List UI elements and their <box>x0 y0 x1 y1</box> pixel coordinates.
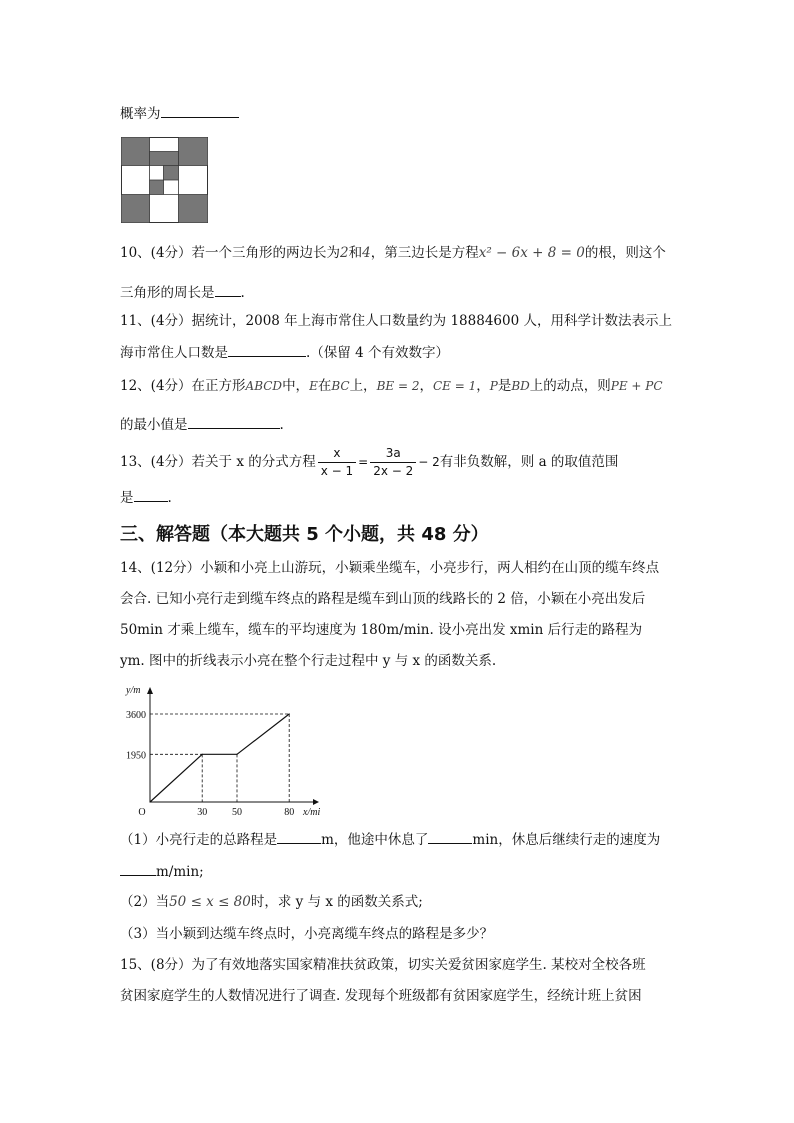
q14-sub2-inequality: 50 ≤ x ≤ 80 <box>169 894 251 910</box>
q13-frac1-den: x − 1 <box>318 462 356 480</box>
q11-text-b: .（保留 4 个有效数字） <box>306 345 449 361</box>
data-point <box>202 754 203 755</box>
q13-minus-2: − 2 <box>418 455 440 469</box>
q11-text-a: 海市常住人口数是 <box>120 345 228 361</box>
q13-line2: 是 . <box>120 487 172 508</box>
x-axis-label: x/mi <box>303 807 321 818</box>
q12-line1 <box>120 376 663 396</box>
q12-text-line2: 的最小值是 <box>120 417 188 433</box>
q13-frac2-num: 3a <box>385 446 401 460</box>
x-tick-label: 30 <box>197 807 208 818</box>
x-axis-arrow <box>313 799 319 805</box>
y-axis-label: y/m <box>126 685 141 696</box>
q14-sub1-blank-total[interactable] <box>277 829 321 844</box>
q14-text-line1: 14、(12分）小颖和小亮上山游玩，小颖乘坐缆车，小亮步行，两人相约在山顶的缆车终点 <box>120 560 660 576</box>
q14-line2 <box>120 589 645 609</box>
q14-sub1-line2 <box>120 861 204 882</box>
q14-sub3 <box>120 924 493 944</box>
x-tick-label: 80 <box>284 807 295 818</box>
q14-sub3-text: （3）当小颖到达缆车终点时，小亮离缆车终点的路程是多少？ <box>120 926 494 942</box>
grid-cell <box>179 138 208 166</box>
q14-text-line4: ym. 图中的折线表示小亮在整个行走过程中 y 与 x 的函数关系. <box>120 653 497 669</box>
q15-line2 <box>120 986 642 1006</box>
data-point <box>149 801 150 802</box>
q14-line-chart <box>118 680 338 820</box>
q11-line1 <box>120 311 672 331</box>
q12-line2: 的最小值是 . <box>120 414 284 435</box>
q10-text-c: 的根，则这个 <box>584 245 666 261</box>
checkerboard-figure <box>121 137 208 223</box>
grid-cell <box>150 180 164 195</box>
q12-shi: 是 <box>497 378 512 394</box>
q14-line1 <box>120 558 659 578</box>
q12-zhong: 中， <box>282 378 310 394</box>
q9-tail <box>120 103 239 124</box>
q13-line1 <box>120 444 618 480</box>
q12-prefix: 12、(4分）在正方形 <box>120 378 246 394</box>
data-point <box>236 754 237 755</box>
q12-bd: BD <box>511 379 530 393</box>
q14-text-line3: 50min 才乘上缆车，缆车的平均速度为 180m/min. 设小亮出发 xmin 后行走的路程为 <box>120 622 643 638</box>
q10-text-line2: 三角形的周长是 <box>120 285 215 301</box>
q10-num-4: 4 <box>362 245 371 261</box>
q14-text-line2: 会合. 已知小亮行走到缆车终点的路程是缆车到山顶的线路长的 2 倍，小颖在小亮出发后 <box>120 591 646 607</box>
q14-sub1-a: （1）小亮行走的总路程是 <box>120 832 278 848</box>
data-point <box>289 713 290 714</box>
q15-text-line1: 15、(8分）为了有效地落实国家精准扶贫政策，切实关爱贫困家庭学生. 某校对全校各班 <box>120 957 646 973</box>
grid-cell <box>164 166 179 181</box>
q12-zai: 在 <box>317 378 332 394</box>
q11-line2 <box>120 342 449 363</box>
q13-text-line2: 是 <box>120 490 134 506</box>
q12-abcd: ABCD <box>245 379 283 393</box>
q14-line4 <box>120 651 496 671</box>
q9-text: 概率为 <box>120 106 161 122</box>
q14-sub1-c: min，休息后继续行走的速度为 <box>472 832 661 848</box>
q12-comma: ， <box>419 378 433 394</box>
q12-pepc: PE + PC <box>610 379 663 393</box>
q13-suffix: 有非负数解，则 a 的取值范围 <box>439 454 619 470</box>
grid-cell <box>179 195 208 223</box>
q10-text-a: 10、(4分）若一个三角形的两边长为 <box>120 245 341 261</box>
q14-sub1-d: m/min; <box>156 864 204 880</box>
q13-frac1-num: x <box>333 446 341 460</box>
grid-cell <box>122 195 150 223</box>
q12-dongdian: 上的动点，则 <box>529 378 611 394</box>
q13-equals: = <box>358 455 369 469</box>
q10-num-2: 2 <box>340 245 349 261</box>
q14-sub1-b: m，他途中休息了 <box>321 832 429 848</box>
q12-answer-blank[interactable] <box>188 414 280 429</box>
y-tick-label: 3600 <box>126 710 146 721</box>
section-3-title: 三、解答题（本大题共 5 个小题，共 48 分） <box>120 524 489 545</box>
q14-sub1-blank-rest[interactable] <box>428 829 472 844</box>
q12-comma2: ， <box>476 378 490 394</box>
q12-e: E <box>309 379 318 393</box>
q12-shang: 上， <box>349 378 377 394</box>
q13-answer-blank[interactable] <box>134 487 168 502</box>
q9-answer-blank[interactable] <box>161 103 239 118</box>
q12-be: BE = 2 <box>376 379 420 393</box>
q14-sub1-blank-speed[interactable] <box>120 861 156 876</box>
q14-sub1-line1 <box>120 829 660 850</box>
q14-sub2 <box>120 892 423 912</box>
origin-label: O <box>138 807 146 818</box>
q10-line2: 三角形的周长是 . <box>120 282 245 303</box>
q10-text-b: ，第三边长是方程 <box>370 245 479 261</box>
q13-prefix: 13、(4分）若关于 x 的分式方程 <box>120 454 316 470</box>
series-line <box>150 714 289 802</box>
q12-bc: BC <box>331 379 350 393</box>
y-tick-label: 1950 <box>126 750 146 762</box>
q13-frac2-den: 2x − 2 <box>370 462 416 480</box>
q10-answer-blank[interactable] <box>215 282 241 297</box>
x-tick-label: 50 <box>232 807 242 818</box>
grid-cell <box>150 152 179 166</box>
q15-line1 <box>120 955 646 975</box>
q12-p: P <box>489 379 498 393</box>
q15-text-line2: 贫困家庭学生的人数情况进行了调查. 发现每个班级都有贫困家庭学生，经统计班上贫困 <box>120 988 642 1004</box>
q14-sub2-a: （2）当 <box>120 894 170 910</box>
y-axis-arrow <box>147 687 153 694</box>
grid-cell <box>122 138 150 166</box>
q11-text-line1: 11、(4分）据统计，2008 年上海市常住人口数量约为 18884600 人，用科学计数法表示上 <box>120 313 672 329</box>
q12-ce: CE = 1 <box>432 379 477 393</box>
q10-line1 <box>120 243 666 263</box>
q11-answer-blank[interactable] <box>228 342 306 357</box>
q10-equation: x² − 6x + 8 = 0 <box>478 245 585 261</box>
q14-line3 <box>120 620 642 640</box>
q10-and: 和 <box>348 245 363 261</box>
q13-fraction-2 <box>370 445 416 480</box>
q14-sub2-b: 时，求 y 与 x 的函数关系式; <box>250 894 423 910</box>
q13-fraction-1 <box>318 445 356 480</box>
